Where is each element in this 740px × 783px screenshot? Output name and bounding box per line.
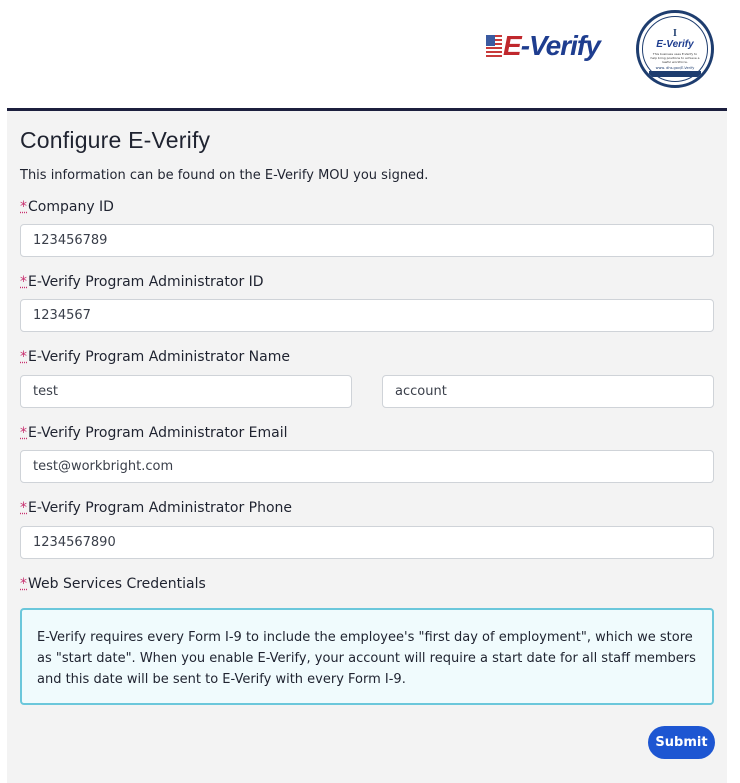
e-verify-logo: E-Verify <box>486 28 614 64</box>
page-title: Configure E-Verify <box>20 127 211 153</box>
required-marker: * <box>20 576 27 592</box>
required-marker: * <box>20 274 27 290</box>
page-header <box>0 0 740 108</box>
admin-email-label: *E-Verify Program Administrator Email <box>20 425 288 441</box>
intro-text: This information can be found on the E-Verify MOU you signed. <box>20 168 429 183</box>
admin-last-name-input[interactable]: account <box>382 375 714 408</box>
submit-button[interactable]: Submit <box>648 726 715 759</box>
required-marker: * <box>20 349 27 365</box>
start-date-info-box: E-Verify requires every Form I-9 to include the employee's "first day of employment", which we store as "start date". When you enable E-Verify, your account will require a start date for all staff members and this date will be sent to E-Verify with every Form I-9. <box>20 608 714 705</box>
admin-phone-label: *E-Verify Program Administrator Phone <box>20 500 293 516</box>
required-marker: * <box>20 425 27 441</box>
admin-first-name-input[interactable]: test <box>20 375 352 408</box>
admin-name-label: *E-Verify Program Administrator Name <box>20 349 290 365</box>
required-marker: * <box>20 500 27 516</box>
company-id-input[interactable]: 123456789 <box>20 224 714 257</box>
company-id-label: *Company ID <box>20 199 114 215</box>
admin-phone-input[interactable]: 1234567890 <box>20 526 714 559</box>
admin-email-input[interactable]: test@workbright.com <box>20 450 714 483</box>
required-marker: * <box>20 199 27 215</box>
admin-id-input[interactable]: 1234567 <box>20 299 714 332</box>
e-verify-seal: I E-Verify This business uses E-Verify to help bring positions to achieve a lawful workforce. www. dhs.gov/E-Verify <box>636 10 714 88</box>
flag-icon <box>486 35 502 57</box>
admin-id-label: *E-Verify Program Administrator ID <box>20 274 264 290</box>
credentials-label: *Web Services Credentials <box>20 576 206 592</box>
configure-panel <box>7 108 727 783</box>
